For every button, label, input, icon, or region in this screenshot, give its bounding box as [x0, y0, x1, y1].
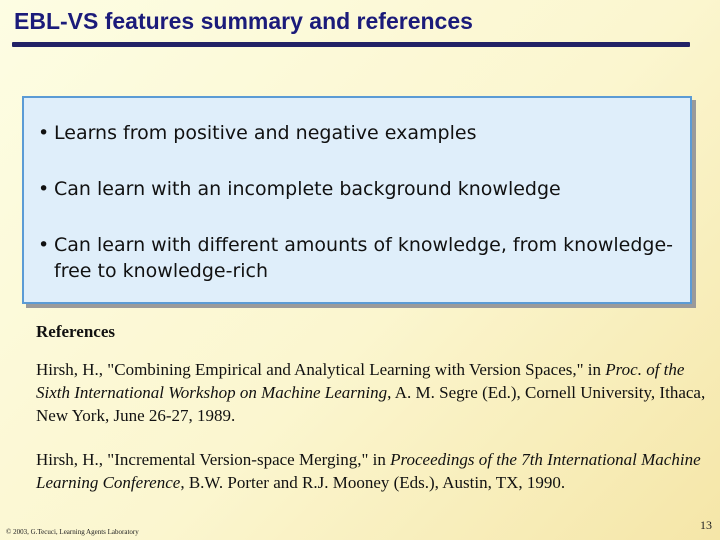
bullet-item [38, 176, 684, 202]
reference-text: Hirsh, H., "Incremental Version-space Merging," in [36, 450, 391, 469]
bullet-text: Learns from positive and negative examples [54, 122, 477, 144]
bullet-text: Can learn with different amounts of knowledge, from knowledge-free to knowledge-rich [54, 234, 674, 282]
reference-text: , A. M. Segre (Ed.), Cornell University, Ithaca, New York, June 26-27, 1989. [36, 383, 706, 425]
copyright-footer: © 2003, G.Tecuci, Learning Agents Laboratory [6, 528, 139, 536]
bullet-text: Can learn with an incomplete background knowledge [54, 178, 561, 200]
reference-text: , B.W. Porter and R.J. Mooney (Eds.), Austin, TX, 1990. [180, 473, 566, 492]
reference-text: Hirsh, H., "Combining Empirical and Analytical Learning with Version Spaces," in [36, 360, 606, 379]
page-number: 13 [700, 518, 712, 532]
reference-item [36, 358, 706, 427]
references-section [36, 320, 706, 492]
slide-title: EBL-VS features summary and references [14, 8, 473, 34]
reference-venue: Proc. of the Sixth International Workshop on Machine Learning [36, 360, 685, 402]
reference-venue: Proceedings of the 7th International Machine Learning Conference [36, 450, 701, 492]
references-heading: References [36, 322, 115, 341]
bullet-dot-icon: • [38, 234, 50, 256]
bullet-item [38, 232, 684, 284]
bullet-dot-icon: • [38, 178, 50, 200]
bullet-dot-icon: • [38, 122, 50, 144]
title-underline [12, 42, 690, 47]
reference-item [36, 448, 706, 494]
features-box [22, 96, 692, 304]
bullet-item [38, 120, 684, 146]
